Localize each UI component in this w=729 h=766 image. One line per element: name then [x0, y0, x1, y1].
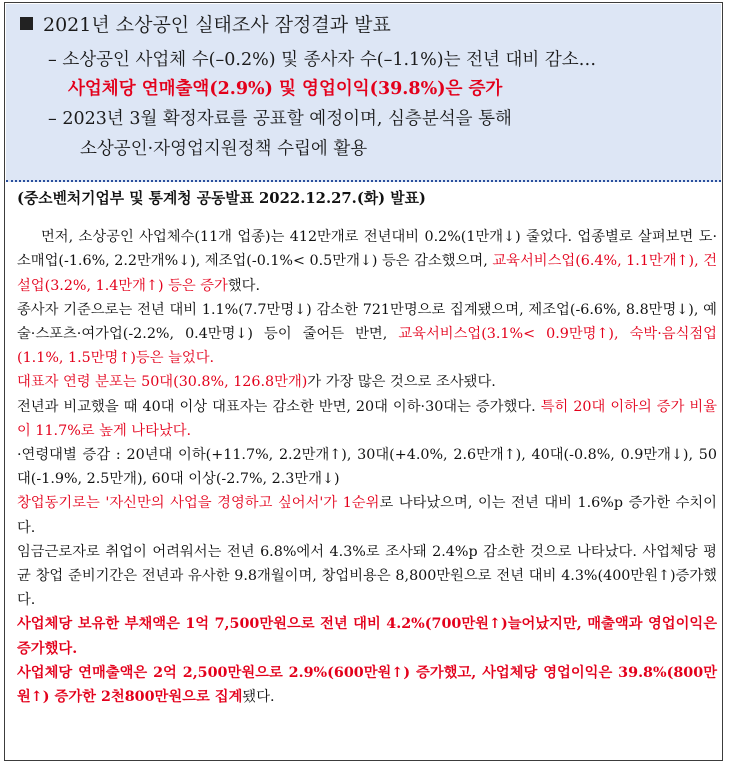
summary-bullet-1-highlight: 사업체당 연매출액(2.9%) 및 영업이익(39.8%)은 증가 [68, 79, 503, 99]
press-release-box [4, 2, 723, 761]
paragraph-age-comparison: 전년과 비교했을 때 40대 이상 대표자는 감소한 반면, 20대 이하·30대는 증가했다. 특히 20대 이하의 증가 비율이 11.7%로 높게 나타났다. [17, 398, 717, 439]
summary-bullet-2-continued: 소상공인·자영업지원정책 수립에 활용 [80, 139, 368, 159]
paragraph-sales-profit: 사업체당 연매출액은 2억 2,500만원으로 2.9%(600만원↑) 증가했고, 사업체당 영업이익은 39.8%(800만원↑) 증가한 2천800만원으로 집계됐다. [17, 664, 717, 706]
paragraph-startup-motive: 창업동기로는 '자신만의 사업을 경영하고 싶어서'가 1순위로 나타났으며, 이는 전년 대비 1.6%p 증가한 수치이다. [17, 495, 717, 536]
paragraph-startup-cost: 임금근로자로 취업이 어려워서는 전년 6.8%에서 4.3%로 조사돼 2.4%p 감소한 것으로 나타났다. 사업체당 평균 창업 준비기간은 전년과 유사한 9.8개월이며, 창업비용은 8,800만원으로 전년 대비 4.3%(400만원↑)증가했다. [17, 543, 717, 609]
summary-bullet-1: – 소상공인 사업체 수(–0.2%) 및 종사자 수(–1.1%)는 전년 대비 감소… [48, 50, 597, 70]
paragraph-age-distribution: 대표자 연령 분포는 50대(30.8%, 126.8만개)가 가장 많은 것으로 조사됐다. [17, 374, 496, 391]
paragraph-age-change-list: ·연령대별 증감 : 20년대 이하(+11.7%, 2.2만개↑), 30대(+4.0%, 2.6만개↑), 40대(-0.8%, 0.9만개↓), 50대(-1.9%, 2.5만개), 60대 이상(-2.7%, 2.3만개↓) [17, 447, 717, 488]
square-bullet-icon [20, 17, 33, 30]
summary-header [6, 4, 721, 182]
source-line: (중소벤처기업부 및 통계청 공동발표 2022.12.27.(화) 발표) [17, 190, 426, 207]
paragraph-debt: 사업체당 보유한 부채액은 1억 7,500만원으로 전년 대비 4.2%(700만원↑)늘어났지만, 매출액과 영업이익은 증가했다. [17, 616, 717, 657]
headline: 2021년 소상공인 실태조사 잠정결과 발표 [20, 13, 391, 37]
paragraph-business-count: 먼저, 소상공인 사업체수(11개 업종)는 412만개로 전년대비 0.2%(1만개↓) 줄었다. 업종별로 살펴보면 도·소매업(-1.6%, 2.2만개%↓), 제조업(-0.1%< 0.5만개↓) 등은 감소했으며, 교육서비스업(6.4%, 1.1만개↑), 건설업(3.2%, 1.4만개↑) 등은 증가했다. [17, 229, 718, 294]
summary-bullet-2: – 2023년 3월 확정자료를 공표할 예정이며, 심층분석을 통해 [48, 109, 512, 129]
paragraph-employees: 종사자 기준으로는 전년 대비 1.1%(7.7만명↓) 감소한 721만명으로 집계됐으며, 제조업(-6.6%, 8.8만명↓), 예술·스포츠·여가업(-2.2%, 0.4만명↓) 등이 줄어든 반면, 교육서비스업(3.1%< 0.9만명↑), 숙박·음식점업(1.1%, 1.5만명↑)등은 늘었다. [17, 301, 717, 367]
article-body [17, 187, 717, 709]
